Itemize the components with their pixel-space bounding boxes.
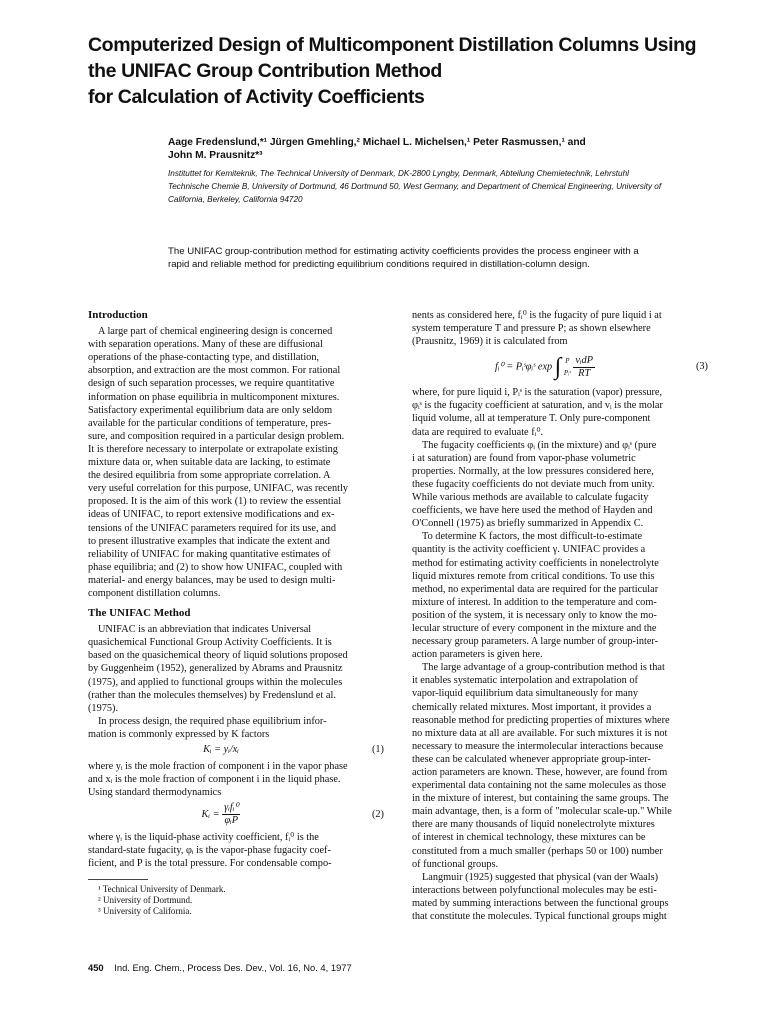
text-line: (1975).: [88, 702, 119, 714]
text-line: Satisfactory experimental equilibrium data are only seldom: [88, 404, 333, 416]
equation-3: [412, 350, 708, 384]
title-line: for Calculation of Activity Coefficients: [88, 86, 425, 108]
text-line: tensions of the UNIFAC parameters required for its use, and: [88, 522, 337, 534]
text-line: phase equilibria; and (2) to show how UNIFAC, coupled with: [88, 561, 343, 573]
text-line: i at saturation) are found from vapor-phase volumetric: [412, 452, 636, 464]
text-line: (rather than the molecules themselves) by Fredenslund et al.: [88, 689, 336, 701]
right-paragraph-a: [412, 386, 708, 438]
text-line: ideas of UNIFAC, to report extensive modifications and ex-: [88, 509, 335, 521]
text-line: it enables systematic interpolation and extrapolation of: [412, 675, 638, 687]
page-footer: [88, 962, 352, 973]
text-line: In process design, the required phase equilibrium infor-: [98, 715, 327, 727]
text-line: experimental data containing not the same molecules as those: [412, 780, 666, 792]
text-line: reasonable method for predicting properties of mixtures where: [412, 714, 670, 726]
text-line: mated by summing interactions between the functional groups: [412, 897, 669, 909]
section-heading-unifac-method: The UNIFAC Method: [88, 607, 191, 620]
text-line: vapor-liquid equilibrium data simultaneously for many: [412, 688, 638, 700]
affiliations: [168, 167, 728, 206]
right-column: [412, 309, 708, 923]
text-line: Langmuir (1925) suggested that physical (van der Waals): [422, 871, 659, 883]
text-line: interactions between polyfunctional molecules may be esti-: [412, 884, 657, 896]
text-line: (Prausnitz, 1969) it is calculated from: [412, 336, 568, 348]
text-line: these can be calculated whenever appropriate group-inter-: [412, 753, 651, 765]
equation-2-numerator: γᵢfᵢ⁰: [224, 802, 239, 814]
integral-sign: ∫: [554, 354, 562, 381]
equation-3-numerator: vᵢdP: [575, 354, 593, 366]
abstract-line: The UNIFAC group-contribution method for estimating activity coefficients provides the process engineer with a: [168, 246, 639, 257]
equation-2-number: (2): [371, 809, 384, 821]
text-line: and xᵢ is the mole fraction of component i in the liquid phase.: [88, 774, 341, 786]
equation-2-denominator: φᵢP: [224, 815, 239, 827]
text-line: position of the system, it is necessary only to know the mo-: [412, 609, 657, 621]
affiliation-line: Technische Chemie B, University of Dortmund, 46 Dortmund 50, West Germany, and Department of Chemical Engineering, University of: [168, 182, 662, 191]
text-line: where γᵢ is the liquid-phase activity coefficient, fᵢ⁰ is the: [88, 832, 319, 844]
text-line: action parameters is given here.: [412, 649, 543, 661]
text-line: quasichemical Functional Group Activity Coefficients. It is: [88, 637, 332, 649]
equation-1: [88, 743, 384, 758]
right-paragraph-b: [412, 439, 708, 531]
text-line: A large part of chemical engineering design is concerned: [98, 326, 333, 338]
text-line: coefficients, we have here used the method of Hayden and: [412, 505, 653, 517]
text-line: by Guggenheim (1952), generalized by Abrams and Prausnitz: [88, 663, 343, 675]
text-line: O'Connell (1975) as briefly summarized in Appendix C.: [412, 518, 644, 530]
text-line: information on phase equilibria in multicomponent mixtures.: [88, 391, 340, 403]
footnote: ³ University of California.: [98, 905, 192, 916]
text-line: The fugacity coefficients φᵢ (in the mixture) and φᵢˢ (pure: [422, 439, 657, 451]
text-line: Using standard thermodynamics: [88, 787, 222, 799]
journal-citation: Ind. Eng. Chem., Process Des. Dev., Vol. 16, No. 4, 1977: [114, 962, 352, 973]
intro-paragraph: [88, 325, 384, 600]
page-number: 450: [88, 962, 104, 973]
integral-lower-limit: Pᵢˢ: [563, 369, 571, 378]
equation-3-denominator: RT: [578, 367, 591, 379]
text-line: in the mixture of interest, but containing the same groups. The: [412, 793, 669, 805]
text-line: there are many thousands of liquid nonelectrolyte mixtures: [412, 819, 655, 831]
text-line: necessary to measure the intermolecular interactions because: [412, 740, 664, 752]
text-line: mation is commonly expressed by K factors: [88, 728, 270, 740]
author-list: [168, 136, 728, 162]
text-line: main advantage, then, is a form of "molecular scale-up." While: [412, 806, 672, 818]
text-line: It is therefore necessary to interpolate or extrapolate existing: [88, 443, 338, 455]
text-line: the desired equilibria from some appropriate correlation. A: [88, 470, 331, 482]
text-line: mixture of interest. In addition to the temperature and com-: [412, 596, 657, 608]
equation-2: [88, 801, 384, 829]
text-line: mixture data or, when suitable data are lacking, to estimate: [88, 457, 331, 469]
text-line: design of such separation processes, we require quantitative: [88, 378, 335, 390]
section-heading-introduction: Introduction: [88, 309, 148, 321]
integral-upper-limit: P: [565, 357, 570, 366]
abstract-line: rapid and reliable method for predicting equilibrium conditions required in distillation-column design.: [168, 259, 590, 270]
after-eq2-paragraph: [88, 831, 384, 870]
text-line: no mixture data at all are available. For such mixtures it is not: [412, 727, 668, 739]
text-line: (1975), and applied to functional groups within the molecules: [88, 676, 343, 688]
footnote: ² University of Dortmund.: [98, 894, 193, 905]
title-line: Computerized Design of Multicomponent Distillation Columns Using: [88, 34, 697, 56]
author-line: Aage Fredenslund,*¹ Jürgen Gmehling,² Michael L. Michelsen,¹ Peter Rasmussen,¹ and: [168, 137, 586, 148]
text-line: properties. Normally, at the low pressures considered here,: [412, 465, 654, 477]
text-line: reliability of UNIFAC for making quantitative estimates of: [88, 548, 331, 560]
text-line: ficient, and P is the total pressure. For condensable compo-: [88, 858, 332, 870]
author-line: John M. Prausnitz*³: [168, 150, 263, 161]
text-line: UNIFAC is an abbreviation that indicates Universal: [98, 624, 312, 636]
text-line: absorption, and extraction are the most common. For rational: [88, 365, 341, 377]
text-line: component distillation columns.: [88, 587, 221, 599]
text-line: that constitute the molecules. Typical functional groups might: [412, 911, 667, 923]
text-line: φᵢˢ is the fugacity coefficient at saturation, and vᵢ is the molar: [412, 400, 663, 412]
text-line: action parameters are known. These, however, are found from: [412, 767, 668, 778]
text-line: necessary group parameters. A large number of group-inter-: [412, 636, 659, 648]
text-line: chemically related mixtures. Most important, it provides a: [412, 701, 652, 713]
after-eq1-paragraph: [88, 760, 384, 799]
text-line: While various methods are available to calculate fugacity: [412, 492, 649, 504]
text-line: liquid mixtures remote from critical conditions. To use this: [412, 570, 655, 582]
method-paragraph-2: [88, 715, 384, 741]
text-line: with separation operations. Many of these are diffusional: [88, 339, 323, 351]
right-paragraph-e: [412, 871, 708, 923]
text-line: data are required to evaluate fᵢ⁰.: [412, 426, 544, 438]
article-title: [88, 32, 728, 110]
text-line: to present illustrative examples that indicate the extent and: [88, 535, 330, 547]
text-line: where, for pure liquid i, Pᵢˢ is the saturation (vapor) pressure,: [412, 387, 663, 399]
equation-3-fraction: [573, 355, 595, 380]
integral-limits: [564, 355, 571, 379]
text-line: quantity is the activity coefficient γ. UNIFAC provides a: [412, 544, 646, 556]
text-line: liquid volume, all at temperature T. Only pure-component: [412, 413, 651, 425]
text-line: method, no experimental data are required for the particular: [412, 583, 659, 595]
text-line: lecular structure of every component in the mixture and the: [412, 622, 657, 634]
abstract: [168, 245, 728, 271]
text-line: these fugacity coefficients do not deviate much from unity.: [412, 478, 655, 490]
footnote: ¹ Technical University of Denmark.: [98, 883, 226, 894]
left-column: [88, 309, 384, 917]
affiliation-line: Instituttet for Kemiteknik, The Technical University of Denmark, DK-2800 Lyngby, Denmark, Abteilung Chemietechnik, Lehrstuhl: [168, 169, 629, 178]
text-line: system temperature T and pressure P; as shown elsewhere: [412, 323, 651, 335]
text-line: standard-state fugacity, φᵢ is the vapor-phase fugacity coef-: [88, 845, 331, 857]
title-line: the UNIFAC Group Contribution Method: [88, 60, 442, 82]
equation-1-number: (1): [371, 744, 384, 755]
text-line: The large advantage of a group-contribution method is that: [422, 662, 665, 674]
equation-2-fraction: [222, 802, 240, 827]
text-line: very useful correlation for this purpose, UNIFAC, was recently: [88, 483, 349, 495]
text-line: material- and energy balances, may be used to design multi-: [88, 574, 336, 586]
method-paragraph: [88, 623, 384, 715]
right-paragraph-c: [412, 530, 708, 661]
text-line: of functional groups.: [412, 858, 499, 870]
footnote-rule: [88, 879, 148, 880]
text-line: based on the quasichemical theory of liquid solutions proposed: [88, 650, 348, 662]
text-line: To determine K factors, the most difficult-to-estimate: [422, 531, 643, 543]
text-line: available for the particular conditions of temperature, pres-: [88, 417, 332, 429]
equation-1-body: Kᵢ = yᵢ/xᵢ: [203, 744, 239, 755]
text-line: operations of the phase-contacting type, and distillation,: [88, 352, 320, 364]
text-line: nents as considered here, fᵢ⁰ is the fugacity of pure liquid i at: [412, 310, 662, 321]
equation-3-number: (3): [695, 361, 708, 373]
text-line: where yᵢ is the mole fraction of component i in the vapor phase: [88, 761, 348, 772]
right-paragraph-d: [412, 661, 708, 871]
right-top-paragraph: [412, 309, 708, 348]
text-line: of interest in chemical technology, these mixtures can be: [412, 832, 646, 844]
affiliation-line: California, Berkeley, California 94720: [168, 195, 303, 204]
text-line: sure, and composition required in a particular design problem.: [88, 430, 345, 442]
text-line: constituted from a much smaller (perhaps 50 or 100) number: [412, 845, 663, 857]
equation-3-lhs: fᵢ⁰ = Pᵢˢφᵢˢ exp: [495, 361, 553, 373]
equation-2-lhs: Kᵢ =: [201, 809, 220, 821]
text-line: method for estimating activity coefficients in nonelectrolyte: [412, 557, 659, 569]
text-line: proposed. It is the aim of this work (1) to review the essential: [88, 496, 342, 508]
